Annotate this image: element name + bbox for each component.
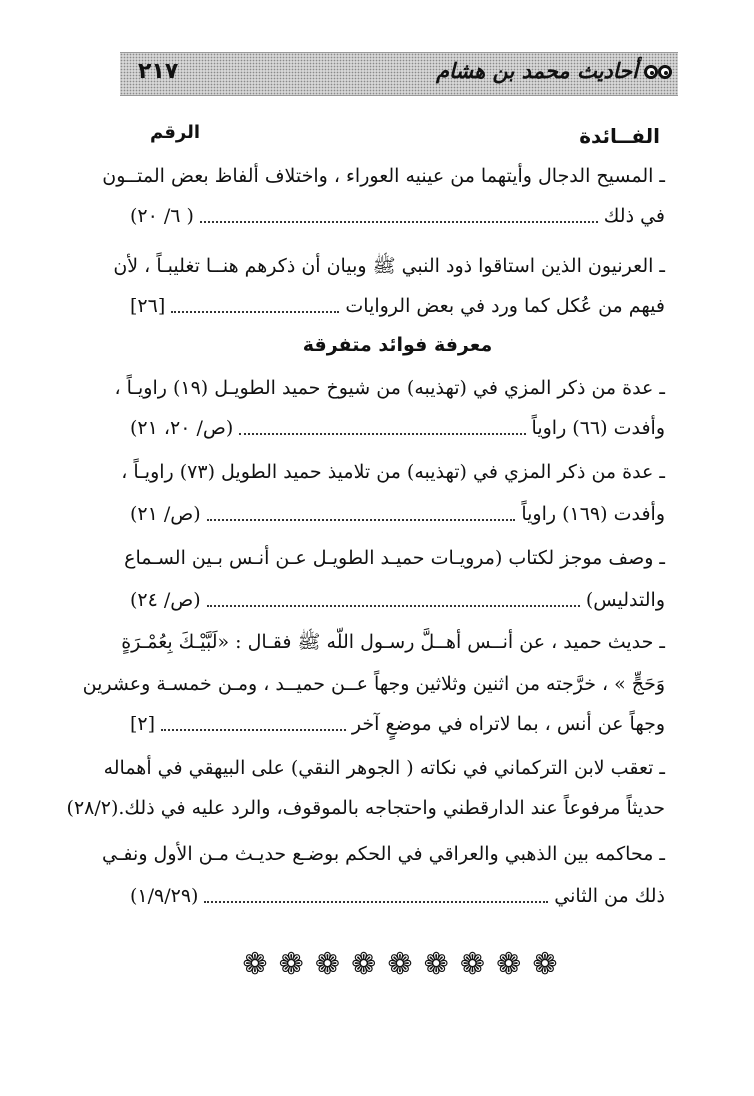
- entry-text: والتدليس): [585, 589, 665, 611]
- entry-line: ـ محاكمه بين الذهبي والعراقي في الحكم بوضـع حديـث مـن الأول ونفـي: [102, 843, 665, 865]
- entry-text: فيهم من عُكل كما ورد في بعض الروايات: [345, 295, 665, 317]
- flower-ornament-icon: ❁: [459, 947, 486, 982]
- running-header: [120, 52, 678, 96]
- entry-line: ـ عدة من ذكر المزي في (تهذيبه) من شيوخ حميد الطويـل (١٩) راويـاً ،: [114, 377, 665, 399]
- flower-ornament-icon: ❁: [387, 947, 413, 982]
- entry-line: ـ حديث حميد ، عن أنــس أهــلَّ رسـول اللّه ﷺ فقـال : «لَبَّيْـكَ بِعُمْـرَةٍ: [121, 631, 665, 653]
- column-heading-raqm: الرقم: [150, 122, 201, 143]
- double-circle-ornament-icon: [644, 65, 672, 83]
- entry-reference: (ص/ ٢١): [130, 503, 201, 525]
- entry-line: ـ عدة من ذكر المزي في (تهذيبه) من تلاميذ حميد الطويل (٧٣) راويـاً ،: [121, 461, 665, 483]
- leader-dots: [239, 433, 525, 435]
- leader-dots: [204, 901, 548, 903]
- entry-last-line: [130, 704, 665, 744]
- flower-ornament-icon: ❁: [532, 947, 558, 982]
- entry-reference: [٢]: [130, 713, 156, 735]
- flower-ornament-icon: ❁: [278, 947, 304, 982]
- flower-ornament-divider: [240, 948, 560, 982]
- entry-line: حديثاً مرفوعاً عند الدارقطني واحتجاجه بالموقوف، والرد عليه في ذلك.(٢٨/٢): [66, 797, 665, 819]
- entry-reference: (ص/ ٢٠، ٢١): [130, 417, 234, 439]
- flower-ornament-icon: ❁: [314, 947, 341, 982]
- entry-text: وجهاً عن أنس ، بما لاتراه في موضعٍ آخر: [351, 713, 665, 735]
- leader-dots: [207, 605, 580, 607]
- flower-ornament-icon: ❁: [496, 947, 522, 982]
- entry-reference: [٢٦]: [130, 295, 166, 317]
- leader-dots: [161, 729, 346, 731]
- entry-reference: (١/٩/٢٩): [130, 885, 199, 907]
- entry-last-line: [130, 580, 665, 620]
- entry-last-line: [130, 494, 665, 534]
- entry-line: ـ وصف موجز لكتاب (مرويـات حميـد الطويـل عـن أنـس بـين السـماع: [124, 547, 665, 569]
- entry-text: وأفدت (١٦٩) راوياً: [521, 503, 665, 525]
- section-title: معرفة فوائد متفرقة: [302, 334, 493, 356]
- entry-last-line: [130, 408, 665, 448]
- entry-last-line: [130, 876, 665, 916]
- running-title: أحاديث محمد بن هشام: [436, 59, 638, 83]
- leader-dots: [200, 221, 598, 223]
- column-headings: [130, 124, 660, 154]
- entry-last-line: [130, 196, 665, 236]
- leader-dots: [171, 311, 339, 313]
- entry-text: في ذلك: [603, 205, 665, 227]
- flower-ornament-icon: ❁: [351, 947, 377, 982]
- leader-dots: [207, 519, 516, 521]
- entry-text: وأفدت (٦٦) راوياً: [531, 417, 665, 439]
- entry-line: ـ المسيح الدجال وأيتهما من عينيه العوراء ، واختلاف ألفاظ بعض المتــون: [102, 165, 665, 187]
- entry-line: ـ تعقب لابن التركماني في نكاته ( الجوهر النقي) على البيهقي في أهماله: [103, 757, 665, 779]
- entry-reference: ( ٦/ ٢٠): [130, 205, 194, 227]
- flower-ornament-icon: ❁: [423, 947, 449, 982]
- entry-reference: (ص/ ٢٤): [130, 589, 201, 611]
- entry-line: وَحَجٍّ » ، خرَّجته من اثنين وثلاثين وجهاً عــن حميــد ، ومـن خمسـة وعشرين: [82, 673, 665, 695]
- entry-last-line: [130, 286, 665, 326]
- entry-text: ذلك من الثاني: [554, 885, 665, 907]
- flower-ornament-icon: ❁: [242, 947, 268, 982]
- entry-line: ـ العرنيون الذين استاقوا ذود النبي ﷺ وبيان أن ذكرهم هنــا تغليبـاً ، لأن: [113, 255, 665, 277]
- column-heading-faida: الفــائدة: [579, 124, 660, 148]
- page-number: ٢١٧: [138, 59, 179, 84]
